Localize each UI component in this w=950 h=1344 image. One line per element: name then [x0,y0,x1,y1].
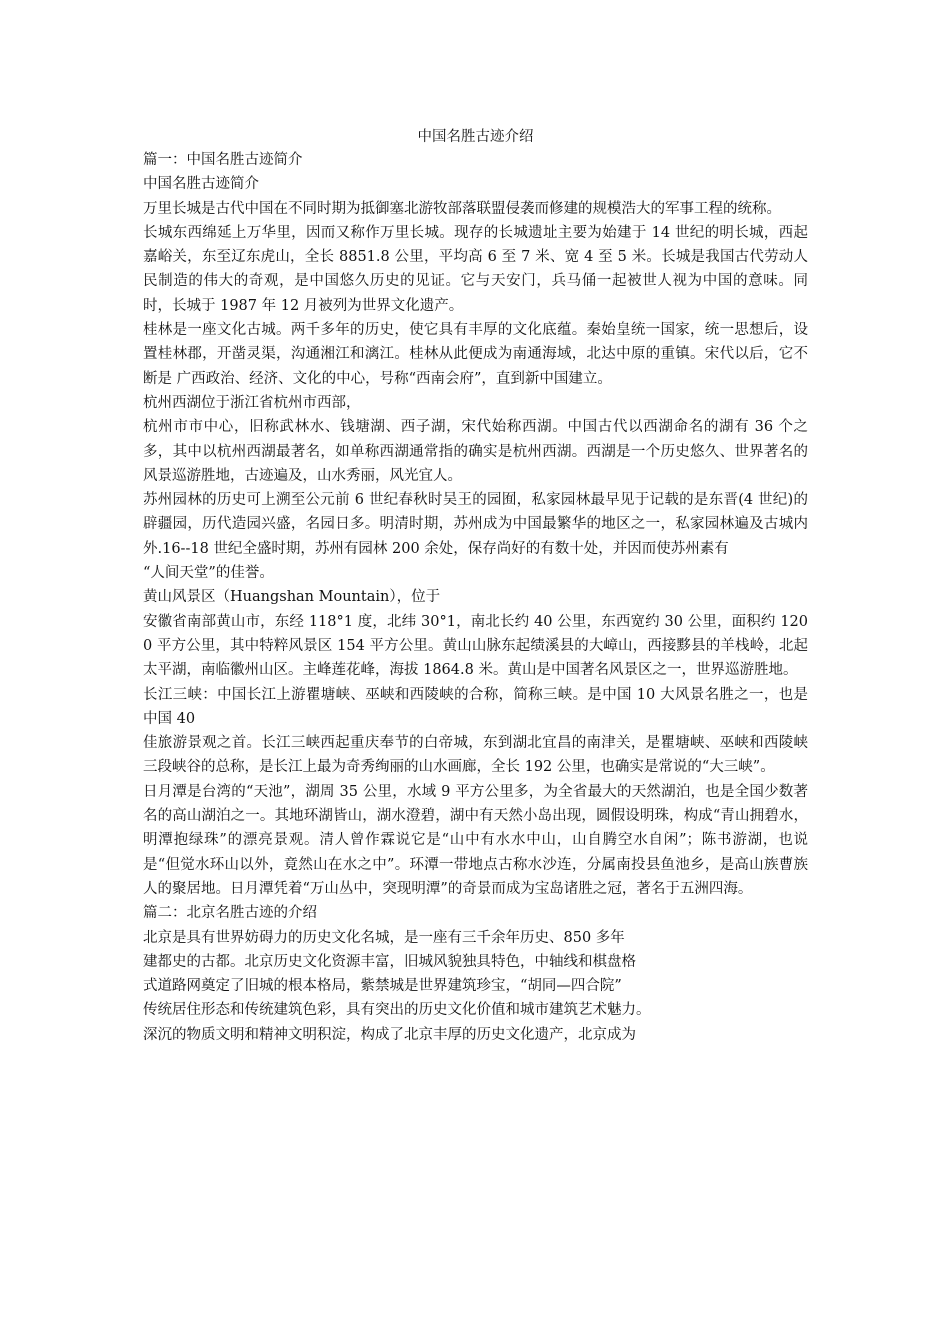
paragraph-great-wall-intro: 万里长城是古代中国在不同时期为抵御塞北游牧部落联盟侵袭而修建的规模浩大的军事工程的统称。 [143,200,781,217]
document-page [143,0,808,1344]
document-body [143,148,808,1047]
section-heading-2: 篇二：北京名胜古迹的介绍 [143,905,317,922]
paragraph-three-gorges-start: 长江三峡：中国长江上游瞿塘峡、巫峡和西陵峡的合称，简称三峡。是中国 10 大风景名胜之一，也是中国 40 [143,686,808,727]
paragraph-west-lake: 杭州市市中心，旧称武林水、钱塘湖、西子湖，宋代始称西湖。中国古代以西湖命名的湖有 36 个之多，其中以杭州西湖最著名，如单称西湖通常指的确实是杭州西湖。西湖是一个历史悠久、世界著名的风景巡游胜地，古迹遍及，山水秀丽，风光宜人。 [143,419,808,484]
paragraph-huangshan: 安徽省南部黄山市，东经 118°1 度，北纬 30°1，南北长约 40 公里，东西宽约 30 公里，面积约 1200 平方公里，其中特粹风景区 154 平方公里。黄山山脉东起绩溪县的大嶂山，西接黟县的羊栈岭，北起太平湖，南临徽州山区。主峰莲花峰，海拔 1864.8 米。黄山是中国著名风景区之一，世界巡游胜地。 [143,613,808,679]
paragraph-three-gorges: 佳旅游景观之首。长江三峡西起重庆奉节的白帝城，东到湖北宜昌的南津关，是瞿塘峡、巫峡和西陵峡三段峡谷的总称，是长江上最为奇秀绚丽的山水画廊，全长 192 公里，也确实是常说的“大三峡”。 [143,735,808,776]
paragraph-great-wall: 长城东西绵延上万华里，因而又称作万里长城。现存的长城遗址主要为始建于 14 世纪的明长城，西起嘉峪关，东至辽东虎山，全长 8851.8 公里，平均高 6 至 7 米、宽 4 至 5 米。长城是我国古代劳动人民制造的伟大的奇观，是中国悠久历史的见证。它与天安门，兵马俑一起被世人视为中国的意味。同时，长城于 1987 年 12 月被列为世界文化遗产。 [143,224,808,314]
paragraph-beijing-line-5: 深沉的物质文明和精神文明积淀，构成了北京丰厚的历史文化遗产，北京成为 [143,1026,636,1043]
paragraph-guilin: 桂林是一座文化古城。两千多年的历史，使它具有丰厚的文化底蕴。秦始皇统一国家，统一思想后，设置桂林郡，开凿灵渠，沟通湘江和漓江。桂林从此便成为南通海域，北达中原的重镇。宋代以后，它不断是 广西政治、经济、文化的中心，号称“西南会府”，直到新中国建立。 [143,322,808,387]
paragraph-beijing-line-4: 传统居住形态和传统建筑色彩，具有突出的历史文化价值和城市建筑艺术魅力。 [143,1002,651,1019]
paragraph-beijing-line-3: 式道路网奠定了旧城的根本格局，紫禁城是世界建筑珍宝，“胡同—四合院” [143,978,622,995]
section-heading-1: 篇一：中国名胜古迹简介 [143,152,303,168]
document-title: 中国名胜古迹介绍 [417,129,534,145]
paragraph-beijing-line-1: 北京是具有世界妨碍力的历史文化名城，是一座有三千余年历史、850 多年 [143,929,625,946]
paragraph-suzhou-end: “人间天堂”的佳誉。 [143,565,274,582]
paragraph-huangshan-start: 黄山风景区（Huangshan Mountain），位于 [143,589,441,606]
paragraph-beijing-line-2: 建都史的古都。北京历史文化资源丰富，旧城风貌独具特色，中轴线和棋盘格 [143,953,636,970]
subheading: 中国名胜古迹简介 [143,176,259,193]
paragraph-suzhou-gardens: 苏州园林的历史可上溯至公元前 6 世纪春秋时吴王的园囿，私家园林最早见于记载的是东晋(4 世纪)的辟疆园，历代造园兴盛，名园日多。明清时期，苏州成为中国最繁华的地区之一，私家园林遍及古城内外.16--18 世纪全盛时期，苏州有园林 200 余处，保存尚好的有数十处，并因而使苏州素有 [143,492,808,557]
paragraph-west-lake-start: 杭州西湖位于浙江省杭州市西部， [143,394,361,411]
paragraph-sun-moon-lake: 日月潭是台湾的“天池”，湖周 35 公里，水域 9 平方公里多，为全省最大的天然湖泊，也是全国少数著名的高山湖泊之一。其地环湖皆山，湖水澄碧，湖中有天然小岛出现，圆假设明珠，构成“青山拥碧水，明潭抱绿珠”的漂亮景观。清人曾作霖说它是“山中有水水中山，山自腾空水自闲”；陈书游湖，也说是“但觉水环山以外，竟然山在水之中”。环潭一带地点古称水沙连，分属南投县鱼池乡，是高山族曹族人的聚居地。日月潭凭着“万山丛中，突现明潭”的奇景而成为宝岛诸胜之冠，著名于五洲四海。 [143,783,808,897]
